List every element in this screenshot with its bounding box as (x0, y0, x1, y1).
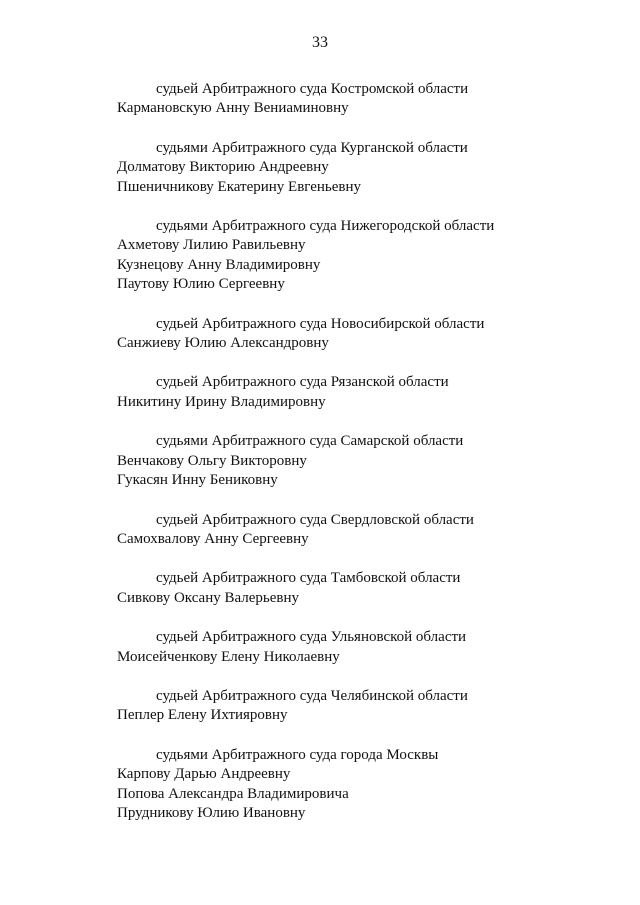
judge-name: Санжиеву Юлию Александровну (117, 335, 329, 352)
judge-name: Ахметову Лилию Равильевну (117, 237, 306, 254)
judge-name: Моисейченкову Елену Николаевну (117, 648, 340, 665)
court-line: судьей Арбитражного суда Свердловской области (156, 511, 474, 528)
appointments-list (117, 80, 617, 843)
judge-name: Венчакову Ольгу Викторовну (117, 452, 307, 469)
court-line: судьями Арбитражного суда Курганской области (156, 139, 468, 156)
court-line: судьей Арбитражного суда Челябинской области (156, 687, 468, 704)
appointment-block (117, 139, 617, 197)
court-line: судьей Арбитражного суда Рязанской области (156, 374, 449, 391)
court-line: судьями Арбитражного суда Самарской области (156, 433, 464, 450)
appointment-block (117, 315, 617, 354)
judge-name: Пеплер Елену Ихтияровну (117, 707, 288, 724)
court-line: судьей Арбитражного суда Ульяновской области (156, 629, 467, 646)
judge-name: Карпову Дарью Андреевну (117, 766, 291, 783)
judge-name: Сивкову Оксану Валерьевну (117, 589, 300, 606)
judge-name: Пшеничникову Екатерину Евгеньевну (117, 178, 362, 195)
judge-name: Самохвалову Анну Сергеевну (117, 530, 309, 547)
appointment-block (117, 569, 617, 608)
judge-name: Никитину Ирину Владимировну (117, 393, 326, 410)
appointment-block (117, 373, 617, 412)
judge-name: Паутову Юлию Сергеевну (117, 276, 285, 293)
appointment-block (117, 687, 617, 726)
judge-name: Долматову Викторию Андреевну (117, 159, 329, 176)
judge-name: Попова Александра Владимировича (117, 785, 349, 802)
court-line: судьями Арбитражного суда города Москвы (156, 746, 439, 763)
appointment-block (117, 746, 617, 824)
judge-name: Гукасян Инну Бениковну (117, 472, 278, 489)
court-line: судьей Арбитражного суда Костромской области (156, 81, 469, 97)
court-line: судьями Арбитражного суда Нижегородской области (156, 218, 495, 235)
appointment-block (117, 628, 617, 667)
appointment-block (117, 80, 617, 119)
appointment-block (117, 217, 617, 295)
page-number: 33 (312, 34, 328, 51)
appointment-block (117, 511, 617, 550)
judge-name: Кармановскую Анну Вениаминовну (117, 100, 349, 117)
judge-name: Кузнецову Анну Владимировну (117, 256, 321, 273)
judge-name: Прудникову Юлию Ивановну (117, 804, 306, 821)
appointment-block (117, 432, 617, 490)
court-line: судьей Арбитражного суда Тамбовской области (156, 570, 461, 587)
court-line: судьей Арбитражного суда Новосибирской области (156, 315, 485, 332)
